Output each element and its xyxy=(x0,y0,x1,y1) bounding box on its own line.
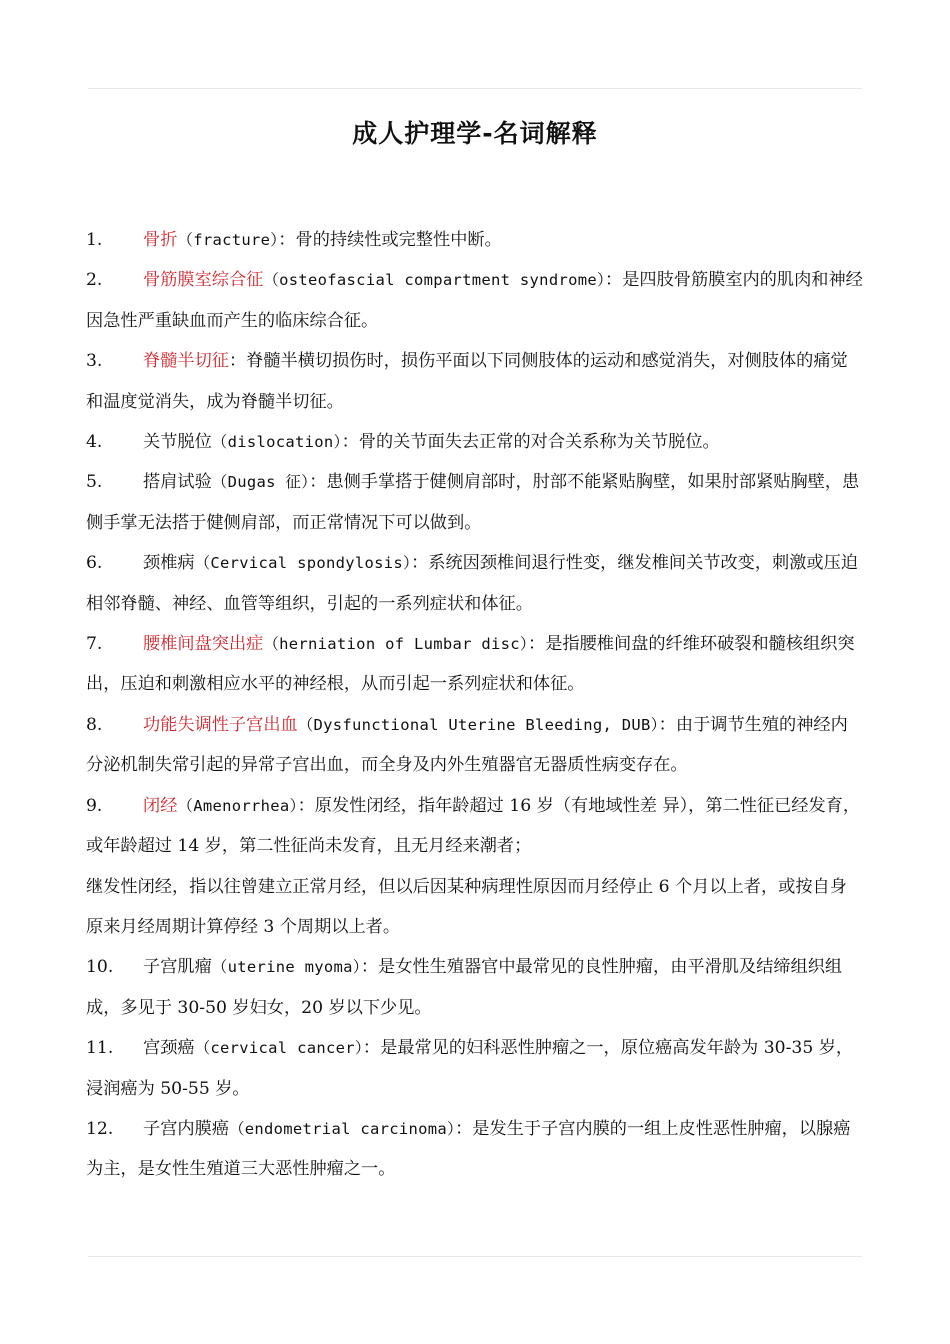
entry-number: 6. xyxy=(86,553,103,574)
definition-list xyxy=(86,220,864,1190)
entry-cervical-spondylosis xyxy=(86,543,864,624)
entry-english: （osteofascial compartment syndrome） xyxy=(263,271,606,290)
entry-dislocation xyxy=(86,422,864,462)
entry-number: 4. xyxy=(86,432,103,453)
entry-definition: 系统因颈椎间退行性变，继发椎间关节改变，刺激或压迫相邻脊髓、神经、血管等组织，引起的一系列症状和体征。 xyxy=(86,553,858,614)
entry-english: （cervical cancer） xyxy=(194,1039,363,1058)
entry-amenorrhea xyxy=(86,786,864,867)
entry-term: 骨筋膜室综合征 xyxy=(143,270,264,291)
entry-number: 8. xyxy=(86,714,103,735)
entry-separator: ： xyxy=(309,472,327,493)
entry-definition: 骨的持续性或完整性中断。 xyxy=(295,230,502,250)
entry-uterine-myoma xyxy=(86,947,864,1028)
entry-english: （herniation of Lumbar disc） xyxy=(263,635,528,654)
entry-separator: ： xyxy=(411,553,429,574)
entry-separator: ： xyxy=(605,270,623,291)
entry-definition: 是指腰椎间盘的纤维环破裂和髓核组织突出，压迫和刺激相应水平的神经根，从而引起一系列症状和体征。 xyxy=(86,634,855,695)
entry-number: 10. xyxy=(86,957,114,978)
entry-separator: ： xyxy=(360,957,379,978)
entry-term: 子宫肌瘤 xyxy=(143,957,212,978)
entry-separator: ： xyxy=(228,351,247,372)
entry-number: 11. xyxy=(86,1038,114,1059)
entry-definition: 骨的关节面失去正常的对合关系称为关节脱位。 xyxy=(358,432,720,453)
entry-term: 子宫内膜癌 xyxy=(143,1118,229,1139)
page-title: 成人护理学-名词解释 xyxy=(352,119,598,148)
entry-separator: ： xyxy=(278,230,296,250)
entry-definition: 是女性生殖器官中最常见的良性肿瘤，由平滑肌及结缔组织组成，多见于 30-50 岁妇女，20 岁以下少见。 xyxy=(86,957,843,1018)
entry-lumbar-disc-herniation xyxy=(86,624,864,705)
entry-compartment-syndrome xyxy=(86,260,864,341)
entry-english: （fracture） xyxy=(177,231,279,249)
entry-english: （Amenorrhea） xyxy=(177,796,298,815)
entry-dugas-test xyxy=(86,462,864,543)
entry-term: 颈椎病 xyxy=(143,553,195,574)
entry-amenorrhea-continuation: 继发性闭经，指以往曾建立正常月经，但以后因某种病理性原因而月经停止 6 个月以上者，或按自身原来月经周期计算停经 3 个周期以上者。 xyxy=(86,876,847,937)
entry-term: 闭经 xyxy=(143,795,178,816)
entry-number: 3. xyxy=(86,351,103,372)
entry-number: 7. xyxy=(86,634,103,655)
entry-spinal-hemisection xyxy=(86,341,864,422)
entry-separator: ： xyxy=(455,1118,473,1139)
entry-term: 腰椎间盘突出症 xyxy=(143,634,264,655)
entry-definition: 脊髓半横切损伤时，损伤平面以下同侧肢体的运动和感觉消失，对侧肢体的痛觉和温度觉消失，成为脊髓半切征。 xyxy=(86,351,848,412)
entry-term: 搭肩试验 xyxy=(143,472,212,493)
entry-separator: ： xyxy=(341,432,359,453)
entry-english: （Cervical spondylosis） xyxy=(194,554,412,573)
entry-english: （dislocation） xyxy=(211,433,342,452)
entry-term: 宫颈癌 xyxy=(143,1038,195,1059)
entry-fracture xyxy=(86,220,864,260)
entry-number: 1. xyxy=(86,230,103,250)
entry-number: 9. xyxy=(86,795,103,816)
entry-term: 骨折 xyxy=(143,230,178,250)
entry-definition: 原发性闭经，指年龄超过 16 岁（有地域性差 异），第二性征已经发育，或年龄超过 14 岁，第二性征尚未发育，且无月经来潮者； xyxy=(86,795,861,857)
entry-separator: ： xyxy=(658,714,676,735)
entry-term: 脊髓半切征 xyxy=(143,351,229,372)
entry-english: （uterine myoma） xyxy=(211,958,361,977)
entry-definition: 是发生于子宫内膜的一组上皮性恶性肿瘤，以腺癌为主，是女性生殖道三大恶性肿瘤之一。 xyxy=(86,1118,851,1180)
entry-english: （endometrial carcinoma） xyxy=(228,1119,456,1138)
footer-rule xyxy=(88,1256,862,1257)
entry-term: 功能失调性子宫出血 xyxy=(143,714,298,735)
entry-definition: 患侧手掌搭于健侧肩部时，肘部不能紧贴胸壁，如果肘部紧贴胸壁，患侧手掌无法搭于健侧肩部，而正常情况下可以做到。 xyxy=(86,472,860,533)
entry-definition: 由于调节生殖的神经内分泌机制失常引起的异常子宫出血，而全身及内外生殖器官无器质性病变存在。 xyxy=(86,714,848,776)
entry-term: 关节脱位 xyxy=(143,432,212,453)
entry-english: （Dysfunctional Uterine Bleeding, DUB） xyxy=(297,715,659,734)
header-rule xyxy=(88,88,862,89)
entry-separator: ： xyxy=(527,634,546,655)
entry-cervical-cancer xyxy=(86,1028,864,1109)
entry-number: 5. xyxy=(86,472,103,493)
entry-definition: 是最常见的妇科恶性肿瘤之一，原位癌高发年龄为 30-35 岁，浸润癌为 50-55 岁。 xyxy=(86,1038,854,1099)
entry-number: 12. xyxy=(86,1118,114,1139)
entry-definition: 是四肢骨筋膜室内的肌肉和神经因急性严重缺血而产生的临床综合征。 xyxy=(86,270,863,331)
entry-dub xyxy=(86,705,864,786)
entry-separator: ： xyxy=(362,1038,381,1059)
entry-english: （Dugas 征） xyxy=(211,473,310,492)
entry-endometrial-carcinoma xyxy=(86,1109,864,1190)
entry-number: 2. xyxy=(86,270,103,291)
entry-separator: ： xyxy=(297,795,315,816)
